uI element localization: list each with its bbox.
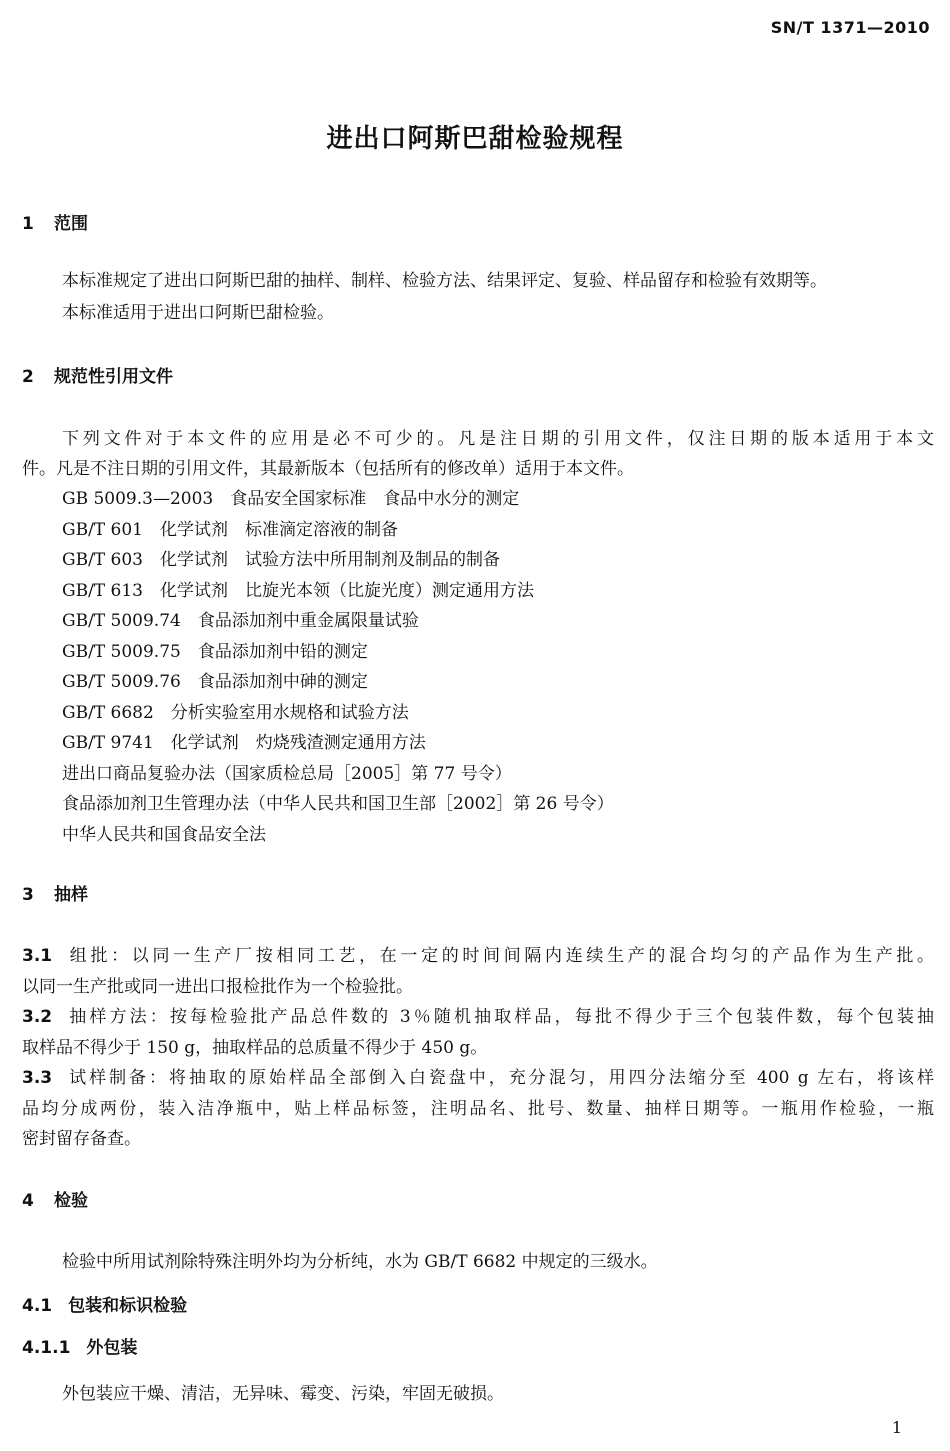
clause-text: 组批：以同一生产厂按相同工艺，在一定的时间间隔内连续生产的混合均匀的产品作为生产批。 <box>66 946 934 966</box>
paragraph: 本标准适用于进出口阿斯巴甜检验。 <box>62 303 334 323</box>
page-title: 进出口阿斯巴甜检验规程 <box>326 124 624 154</box>
reference-item: GB/T 9741 化学试剂 灼烧残渣测定通用方法 <box>62 733 426 753</box>
section-3-heading <box>22 880 88 905</box>
clause-continuation: 密封留存备查。 <box>22 1129 141 1149</box>
paragraph-line: 件。凡是不注日期的引用文件，其最新版本（包括所有的修改单）适用于本文件。 <box>22 459 634 479</box>
section-title: 抽样 <box>54 885 88 905</box>
clause-3-3-line <box>22 1063 934 1088</box>
reference-item: GB/T 613 化学试剂 比旋光本领（比旋光度）测定通用方法 <box>62 581 534 601</box>
section-number: 3 <box>22 885 34 905</box>
reference-item: GB/T 5009.76 食品添加剂中砷的测定 <box>62 672 368 692</box>
reference-item: GB/T 5009.75 食品添加剂中铅的测定 <box>62 642 368 662</box>
paragraph-line: 下列文件对于本文件的应用是必不可少的。凡是注日期的引用文件，仅注日期的版本适用于本文 <box>62 429 934 449</box>
section-1-heading <box>22 209 88 234</box>
document-number: SN/T 1371—2010 <box>770 18 930 37</box>
subsection-number: 4.1 <box>22 1296 53 1316</box>
clause-number: 3.1 <box>22 946 53 966</box>
clause-3-1-line <box>22 941 934 966</box>
subsection-title: 包装和标识检验 <box>68 1296 188 1316</box>
clause-continuation: 以同一生产批或同一进出口报检批作为一个检验批。 <box>22 977 413 997</box>
subsection-title: 外包装 <box>86 1338 138 1358</box>
clause-3-2-line <box>22 1002 934 1027</box>
section-2-heading <box>22 362 173 387</box>
subsection-number: 4.1.1 <box>22 1338 71 1358</box>
reference-item: GB/T 6682 分析实验室用水规格和试验方法 <box>62 703 409 723</box>
section-4-heading <box>22 1186 88 1211</box>
reference-item: 进出口商品复验办法（国家质检总局［2005］第 77 号令） <box>62 764 512 784</box>
paragraph: 本标准规定了进出口阿斯巴甜的抽样、制样、检验方法、结果评定、复验、样品留存和检验有效期等。 <box>62 271 827 291</box>
reference-item: GB/T 603 化学试剂 试验方法中所用制剂及制品的制备 <box>62 550 500 570</box>
paragraph: 检验中所用试剂除特殊注明外均为分析纯，水为 GB/T 6682 中规定的三级水。 <box>62 1252 658 1272</box>
clause-number: 3.3 <box>22 1068 53 1088</box>
clause-text: 试样制备：将抽取的原始样品全部倒入白瓷盘中，充分混匀，用四分法缩分至 400 g 左右，将该样 <box>66 1068 934 1088</box>
clause-number: 3.2 <box>22 1007 53 1027</box>
reference-item: GB/T 5009.74 食品添加剂中重金属限量试验 <box>62 611 419 631</box>
section-number: 1 <box>22 214 34 234</box>
page-number: 1 <box>891 1418 902 1437</box>
subsection-4-1-1-heading <box>22 1333 137 1358</box>
section-number: 4 <box>22 1191 34 1211</box>
section-title: 范围 <box>54 214 88 234</box>
reference-item: 食品添加剂卫生管理办法（中华人民共和国卫生部［2002］第 26 号令） <box>62 794 614 814</box>
reference-item: 中华人民共和国食品安全法 <box>62 825 266 845</box>
reference-item: GB/T 601 化学试剂 标准滴定溶液的制备 <box>62 520 398 540</box>
section-title: 规范性引用文件 <box>54 367 173 387</box>
paragraph: 外包装应干燥、清洁，无异味、霉变、污染，牢固无破损。 <box>62 1384 504 1404</box>
reference-item: GB 5009.3—2003 食品安全国家标准 食品中水分的测定 <box>62 489 520 509</box>
clause-continuation: 品均分成两份，装入洁净瓶中，贴上样品标签，注明品名、批号、数量、抽样日期等。一瓶用作检验，一瓶 <box>22 1099 934 1119</box>
subsection-4-1-heading <box>22 1291 187 1316</box>
clause-continuation: 取样品不得少于 150 g，抽取样品的总质量不得少于 450 g。 <box>22 1038 488 1058</box>
section-number: 2 <box>22 367 34 387</box>
section-title: 检验 <box>54 1191 88 1211</box>
clause-text: 抽样方法：按每检验批产品总件数的 3％随机抽取样品，每批不得少于三个包装件数，每个包装抽 <box>66 1007 934 1027</box>
